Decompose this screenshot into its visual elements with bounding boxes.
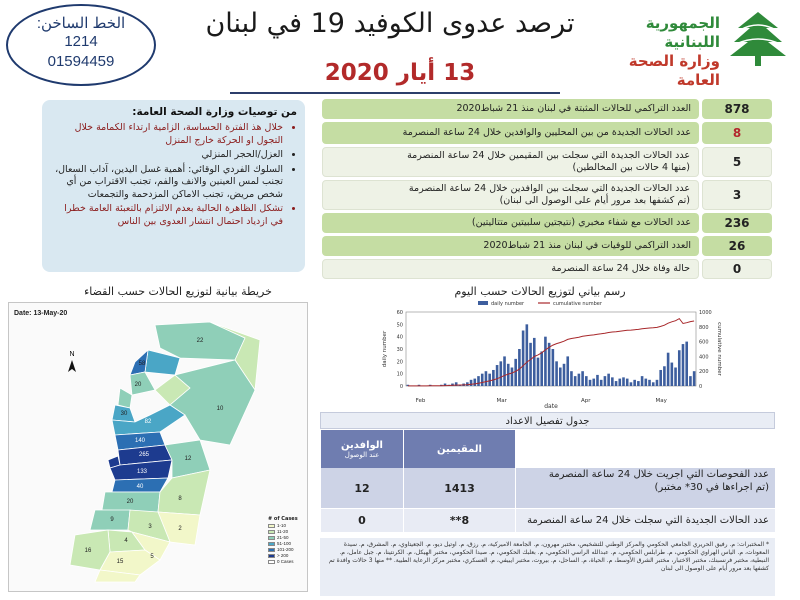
chart-bar: [488, 374, 491, 386]
hotline-badge: [6, 4, 156, 86]
district-koura: [118, 388, 132, 408]
chart-bar: [682, 344, 685, 386]
page-title: ترصد عدوى الكوفيد 19 في لبنان: [205, 8, 575, 39]
district-count-label: 2: [178, 526, 182, 532]
chart-bar: [611, 377, 614, 386]
chart-bar: [470, 380, 473, 386]
legend-row: > 200: [268, 553, 308, 558]
north-label: N: [69, 351, 75, 358]
chart-bar: [552, 349, 555, 386]
chart-bar: [626, 379, 629, 386]
legend-title: # of Cases: [268, 516, 298, 522]
chart-bar: [645, 379, 648, 386]
ministry-name: [590, 14, 720, 90]
district-count-label: 40: [136, 484, 144, 490]
chart-bar: [540, 351, 543, 386]
stat-new-deaths-value: 0: [702, 259, 772, 279]
chart-bar: [574, 376, 577, 386]
district-count-label: 4: [124, 538, 128, 544]
y-tick-label: 30: [396, 347, 403, 353]
stat-new-residents-label: عدد الحالات الجديدة التي سجلت بين المقيمين خلال 24 ساعة المنصرمة (منها 4 حالات بين المخالطين): [322, 147, 699, 177]
district-count-label: 8: [178, 496, 182, 502]
chart-bar: [533, 338, 536, 386]
chart-bar: [537, 358, 540, 386]
chart-bar: [526, 324, 529, 386]
legend-swatch: [268, 530, 275, 534]
legend-label-cumulative: cumulative number: [553, 301, 602, 307]
x-axis-title: date: [544, 403, 558, 410]
district-count-label: 12: [184, 456, 192, 462]
recommendation-item: • تشكل الظاهرة الحالية بعدم الالتزام بالتعبئة العامة خطرا في ازدياد احتمال انتشار العدوى بين الناس: [50, 203, 283, 228]
stat-new-cases-label: عدد الحالات الجديدة من بين المحليين والوافدين خلال 24 ساعة المنصرمة: [322, 122, 699, 144]
chart-bar: [481, 374, 484, 386]
chart-bar: [578, 374, 581, 386]
table-cell-residents: 1413: [403, 468, 515, 508]
y2-tick-label: 400: [699, 354, 709, 361]
legend-row: 1-10: [268, 523, 308, 528]
chart-bar: [678, 350, 681, 386]
stat-total-cases-value: 878: [702, 99, 772, 119]
legend-swatch: [268, 524, 275, 528]
x-month-label: Feb: [415, 398, 426, 404]
chart-bar: [648, 380, 651, 386]
table-row-label: عدد الفحوصات التي اجريت خلال 24 ساعة المنصرمة (تم اجراءها في 30* مختبر): [515, 468, 775, 508]
stat-new-deaths-label: حالة وفاة خلال 24 ساعة المنصرمة: [322, 259, 699, 279]
chart-bar: [514, 359, 517, 386]
district-count-label: 22: [196, 338, 204, 344]
legend-swatch-daily: [478, 301, 488, 305]
report-date: 13 أيار 2020: [324, 60, 476, 86]
district-count-label: 30: [120, 411, 128, 417]
legend-row: 101-200: [268, 547, 308, 552]
chart-bar: [500, 361, 503, 386]
y2-tick-label: 600: [699, 339, 709, 346]
chart-bar: [585, 376, 588, 386]
legend-label-daily: daily number: [491, 301, 525, 307]
hotline-title: الخط الساخن:: [36, 15, 126, 32]
district-count-label: 9: [110, 517, 114, 523]
legend-row: 21-50: [268, 535, 308, 540]
chart-bar: [503, 356, 506, 386]
district-count-label: 20: [126, 499, 134, 505]
table-row: [320, 508, 775, 532]
stat-new-residents-value: 5: [702, 147, 772, 177]
stat-new-arrivals-value: 3: [702, 180, 772, 210]
table-header-row: [320, 430, 775, 468]
table-row-label: عدد الحالات الجديدة التي سجلت خلال 24 ساعة المنصرمة: [515, 508, 775, 532]
chart-bar: [607, 374, 610, 386]
recommendation-item: • خلال هذ الفترة الحساسة، الزامية ارتداء الكمامة خلال التجول او الحركة خارج المنزل: [50, 122, 283, 147]
chart-bar: [596, 375, 599, 386]
table-cell-arrivals: 0: [320, 508, 403, 532]
legend-row: 0 Cases: [268, 559, 308, 564]
chart-bar: [566, 356, 569, 386]
y-axis-title: daily number: [382, 330, 388, 368]
district-count-label: 15: [116, 559, 124, 565]
legend-swatch: [268, 554, 275, 558]
chart-bar: [652, 382, 655, 386]
chart-bar: [641, 376, 644, 386]
chart-bar: [663, 366, 666, 386]
stat-total-deaths-value: 26: [702, 236, 772, 256]
chart-bar: [570, 371, 573, 386]
details-table: [320, 430, 775, 532]
chart-bar: [618, 379, 621, 386]
chart-bar: [511, 368, 514, 387]
footnotes: * المختبرات: م. رفيق الحريري الجامعي الحكومي والمركز الوطني للتشخيص، مختبر مهرون، م. الجامعة الاميركية، م. رزق، م. اوتيل ديو، م. الجعيتاوي، م. المشرق، م. سيدة المعونات، م. الياس الهراوي الحكومي، م. طرابلس الحكومي، م. عبدالله الراسي الحكومي، م. بعلبك الحكومي، م. صيدا الحكومي، مختبر الهيكل، م. الكرنتينا، م. جبل عامل، م. النبطية، مختبر فرنسبنك، مختبر الاختبار، مختبر الشرق الأوسط، م. الحياة، م. الساحل، م. بيروت، مختبر ايبيفي، م. العسكري، مختبر مركز الرعاية الطبية. ** منها 3 حالات وافدة تم كشفها بعد مرور أيام على الوصول الى لبنان: [320, 538, 775, 596]
stat-total-deaths-label: العدد التراكمي للوفيات في لبنان منذ 21 شباط2020: [322, 236, 699, 256]
y2-axis-title: cumulative number: [716, 322, 722, 376]
legend-swatch: [268, 548, 275, 552]
y-tick-label: 20: [396, 359, 403, 366]
recommendation-item: • السلوك الفردي الوقائي: أهمية غسل اليدين، آداب السعال، تجنب لمس العينين والانف والفم، تجنب الاقتراب من أي شخص مريض، تجنب الاماكن المزدحمة والتجمعات: [50, 164, 283, 202]
title-divider: [230, 92, 560, 94]
chart-bar: [518, 349, 521, 386]
hotline-number-1: 1214: [64, 33, 98, 50]
chart-bar: [529, 343, 532, 386]
chart-bar: [477, 376, 480, 386]
district-count-label: 5: [150, 554, 154, 560]
cedar-tree-icon: [728, 10, 788, 68]
chart-bar: [615, 381, 618, 386]
recommendation-item: • العزل/الحجر المنزلي: [50, 149, 283, 162]
stat-new-arrivals-label: عدد الحالات الجديدة التي سجلت بين الوافدين خلال 24 ساعة المنصرمة (تم كشفها بعد مرور أيام على الوصول الى لبنان): [322, 180, 699, 210]
chart-bar: [473, 379, 476, 386]
stat-recovered-label: عدد الحالات مع شفاء مخبري (نتيجتين سلبيتين متتاليتين): [322, 213, 699, 233]
y-tick-label: 10: [396, 371, 403, 378]
district-count-label: 16: [84, 548, 92, 554]
legend-row: 51-100: [268, 541, 308, 546]
stat-new-cases-value: 8: [702, 122, 772, 144]
y2-tick-label: 800: [699, 324, 709, 331]
y2-tick-label: 1000: [699, 310, 712, 316]
map-date-label: Date: 13-May-20: [14, 310, 68, 317]
chart-bar: [555, 361, 558, 386]
legend-swatch: [268, 542, 275, 546]
table-title: جدول تفصيل الاعداد: [320, 412, 775, 429]
chart-bar: [622, 377, 625, 386]
chart-bar: [659, 370, 662, 386]
y-tick-label: 40: [396, 334, 403, 341]
y-tick-label: 0: [399, 384, 403, 390]
chart-bar: [633, 380, 636, 386]
daily-cases-chart: [378, 298, 726, 410]
recommendations-title: من توصيات وزارة الصحة العامة:: [132, 106, 297, 118]
x-month-label: Mar: [496, 398, 507, 404]
chart-bar: [492, 370, 495, 386]
chart-bar: [544, 337, 547, 386]
district-count-label: 58: [138, 361, 146, 367]
recommendations-panel: [42, 100, 305, 272]
cumulative-line: [408, 319, 694, 386]
chart-title: رسم بياني لتوزيع الحالات حسب اليوم: [454, 285, 626, 298]
stat-recovered-value: 236: [702, 213, 772, 233]
district-count-label: 140: [134, 438, 146, 444]
chart-bar: [685, 342, 688, 386]
y2-tick-label: 200: [699, 369, 709, 376]
legend-swatch: [268, 560, 275, 564]
x-month-label: May: [655, 398, 667, 404]
ministry-line-2: وزارة الصحة العامة: [628, 52, 720, 89]
table-row: [320, 468, 775, 508]
chart-bar: [522, 331, 525, 387]
chart-bar: [674, 368, 677, 387]
chart-bar: [630, 382, 633, 386]
stat-total-cases-label: العدد التراكمي للحالات المثبتة في لبنان منذ 21 شباط2020: [322, 99, 699, 119]
map-legend: [268, 516, 308, 564]
chart-bar: [667, 353, 670, 386]
table-header-arrivals: الوافدين عند الوصول: [320, 430, 403, 468]
table-cell-residents: 8**: [403, 508, 515, 532]
chart-bar: [656, 380, 659, 386]
chart-bar: [592, 379, 595, 386]
chart-bar: [693, 371, 696, 386]
lebanon-district-map: [60, 320, 260, 585]
chart-bar: [496, 365, 499, 386]
hotline-number-2: 01594459: [47, 53, 115, 70]
legend-swatch: [268, 536, 275, 540]
district-count-label: 3: [148, 524, 152, 530]
legend-row: 11-20: [268, 529, 308, 534]
table-cell-arrivals: 12: [320, 468, 403, 508]
chart-bar: [559, 368, 562, 387]
district-count-label: 133: [136, 469, 148, 475]
chart-bar: [581, 371, 584, 386]
table-header-empty: [515, 430, 775, 468]
chart-bar: [600, 380, 603, 386]
ministry-line-1: الجمهورية اللبنانية: [645, 14, 720, 51]
chart-bar: [637, 381, 640, 386]
chart-plot-area: [406, 312, 696, 386]
chart-bar: [563, 364, 566, 386]
district-count-label: 10: [216, 406, 224, 412]
chart-bar: [689, 376, 692, 386]
district-count-label: 265: [138, 452, 150, 458]
y2-tick-label: 0: [699, 384, 703, 390]
x-month-label: Apr: [581, 398, 591, 404]
y-tick-label: 60: [396, 310, 403, 316]
chart-bar: [589, 380, 592, 386]
north-arrow-icon: [68, 351, 76, 372]
chart-bar: [548, 343, 551, 386]
y-tick-label: 50: [396, 322, 403, 329]
district-count-label: 20: [134, 382, 142, 388]
table-header-residents: المقيمين: [403, 430, 515, 468]
chart-bar: [485, 371, 488, 386]
district-baalbek: [170, 360, 255, 445]
chart-bar: [604, 376, 607, 386]
chart-bar: [671, 363, 674, 386]
map-title: خريطة بيانية لتوزيع الحالات حسب القضاء: [84, 285, 272, 298]
district-count-label: 82: [144, 419, 152, 425]
